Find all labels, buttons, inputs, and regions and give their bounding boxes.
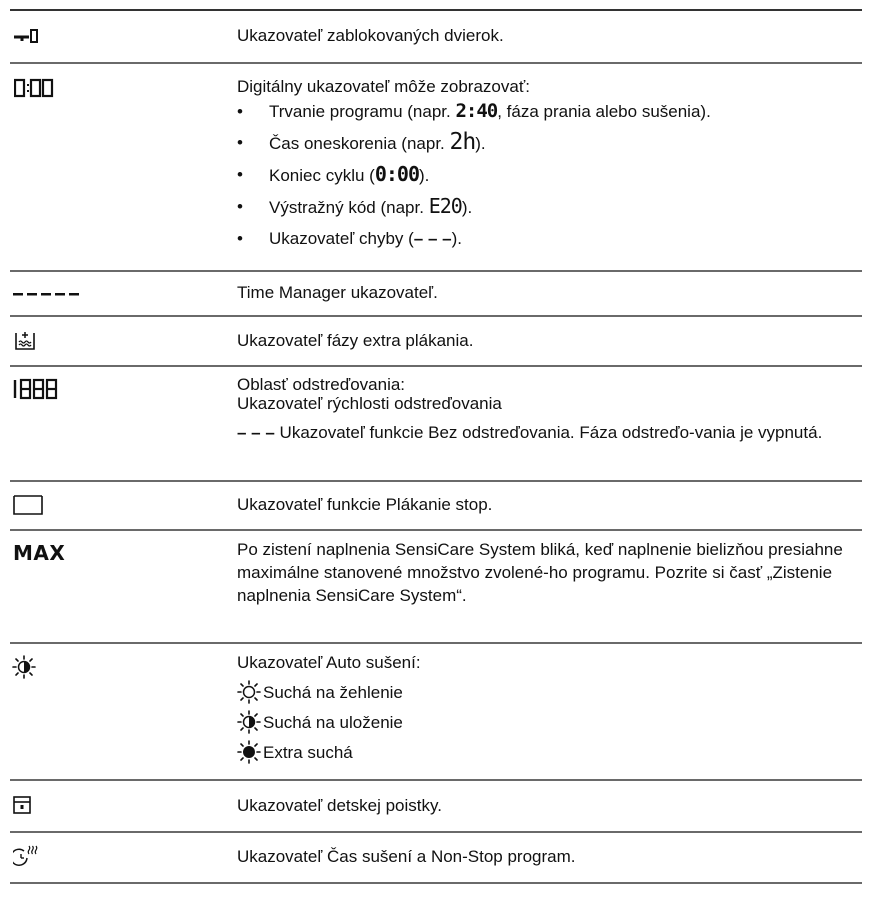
door-lock-text: Ukazovateľ zablokovaných dvierok. — [237, 26, 504, 45]
rinse-hold-icon — [13, 494, 45, 516]
symbol-cell — [10, 11, 235, 62]
sun-outline-icon — [237, 680, 261, 704]
list-item: Extra suchá — [237, 740, 862, 764]
symbol-cell — [10, 833, 235, 882]
spin-line3: – – – Ukazovateľ funkcie Bez odstreďovania. Fáza odstreďo-vania je vypnutá. — [237, 423, 823, 442]
list-item: • Čas oneskorenia (napr. 2h). — [237, 129, 486, 155]
child-lock-icon — [13, 794, 33, 816]
digital-display-icon — [14, 77, 54, 101]
sun-half-icon — [237, 710, 261, 734]
segment-code: 0:00 — [374, 162, 419, 186]
auto-dry-icon — [12, 655, 36, 679]
spin-line1: Oblasť odstreďovania: — [237, 375, 406, 394]
key-icon — [14, 27, 50, 47]
digital-intro: Digitálny ukazovateľ môže zobrazovať: — [237, 77, 530, 96]
symbol-cell — [10, 317, 235, 365]
row-extra-rinse — [10, 317, 862, 367]
segment-code: – – – — [413, 229, 452, 248]
spin-line2: Ukazovateľ rýchlosti odstreďovania — [237, 394, 502, 413]
list-item: • Koniec cyklu (0:00). — [237, 162, 430, 186]
list-item: • Trvanie programu (napr. 2:40, fáza prania alebo sušenia). — [237, 100, 711, 122]
row-drying-time — [10, 833, 862, 884]
indicator-table — [10, 9, 862, 884]
symbol-cell — [10, 644, 235, 779]
auto-dry-title: Ukazovateľ Auto sušení: — [237, 653, 421, 672]
max-text: Po zistení naplnenia SensiCare System bliká, keď naplnenie bielizňou presiahne maximálne stanovené množstvo zvolené-ho programu. Pozrite si časť „Zistenie naplnenia SensiCare System“. — [237, 540, 843, 605]
row-spin — [10, 367, 862, 482]
child-lock-text: Ukazovateľ detskej poistky. — [237, 796, 442, 815]
row-max — [10, 531, 862, 644]
rinse-hold-text: Ukazovateľ funkcie Plákanie stop. — [237, 495, 493, 514]
list-item: • Výstražný kód (napr. E20). — [237, 194, 473, 218]
row-auto-dry — [10, 644, 862, 781]
symbol-cell — [10, 781, 235, 831]
row-child-lock — [10, 781, 862, 833]
row-time-manager — [10, 272, 862, 317]
dashes-icon — [13, 289, 85, 299]
symbol-cell — [10, 272, 235, 315]
row-digital-display — [10, 64, 862, 272]
segment-code: 2h — [449, 129, 476, 155]
time-manager-text: Time Manager ukazovateľ. — [237, 283, 438, 302]
symbol-cell — [10, 482, 235, 529]
segment-code: E20 — [428, 194, 462, 218]
list-item: Suchá na žehlenie — [237, 680, 862, 704]
row-rinse-hold — [10, 482, 862, 531]
digital-bullet-list — [237, 100, 862, 250]
extra-rinse-icon — [14, 329, 36, 351]
max-label: MAX — [13, 541, 66, 565]
no-spin-dashes: – – – — [237, 423, 275, 442]
symbol-cell — [10, 531, 235, 642]
drying-time-icon — [13, 844, 41, 868]
drying-time-text: Ukazovateľ Čas sušení a Non-Stop program. — [237, 847, 576, 866]
symbol-cell — [10, 367, 235, 480]
sun-filled-icon — [237, 740, 261, 764]
list-item: • Ukazovateľ chyby (– – –). — [237, 229, 462, 248]
list-item: Suchá na uloženie — [237, 710, 862, 734]
symbol-cell — [10, 64, 235, 270]
row-door-lock — [10, 11, 862, 64]
segment-code: 2:40 — [455, 100, 498, 122]
spin-display-icon — [13, 378, 63, 402]
extra-rinse-text: Ukazovateľ fázy extra plákania. — [237, 331, 474, 350]
